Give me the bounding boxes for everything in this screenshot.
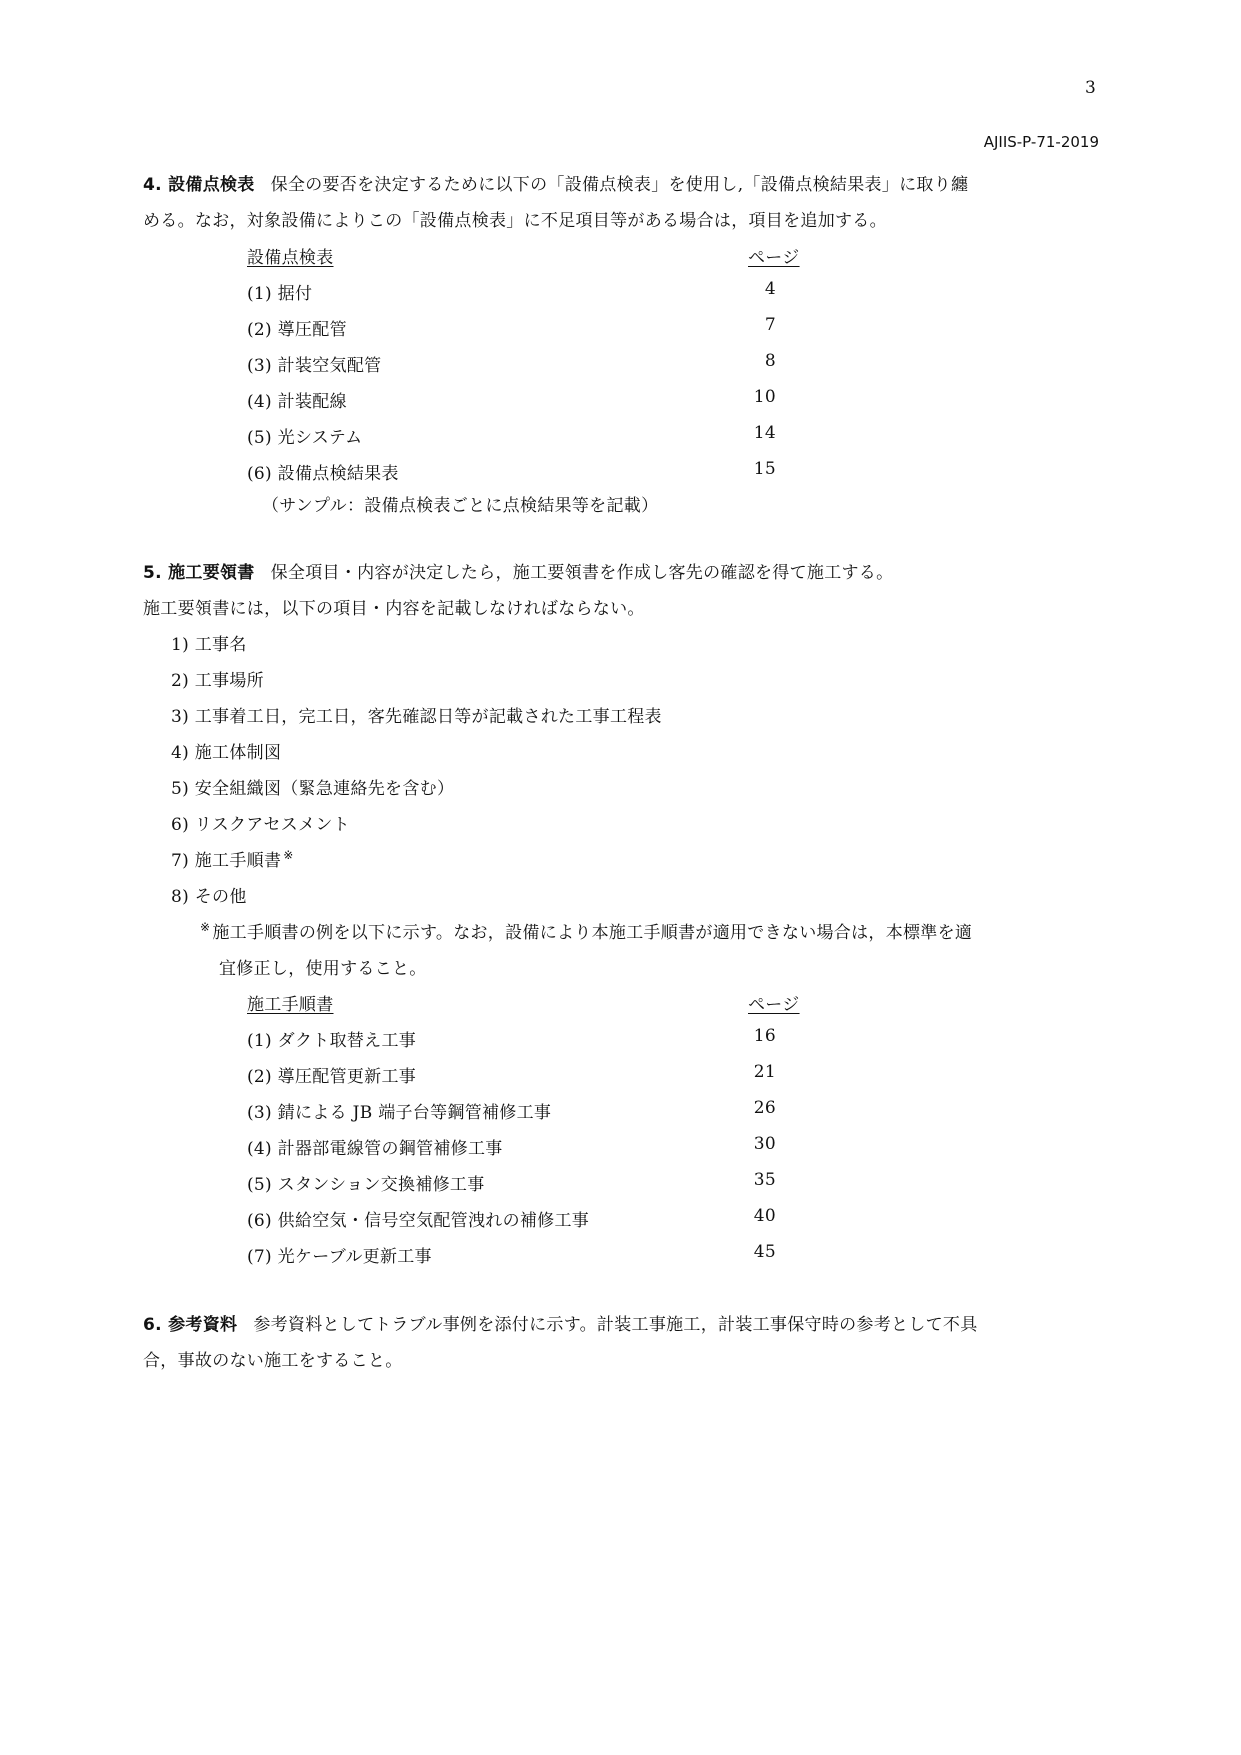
list-item (171, 846, 294, 871)
list-item: 6) リスクアセスメント (171, 815, 350, 835)
list-item-label: 7) 施工手順書 (171, 851, 282, 871)
section4-intro: 保全の要否を決定するために以下の「設備点検表」を使用し,「設備点検結果表」に取り纏 (270, 175, 969, 195)
section4-line2: める。なお，対象設備によりこの「設備点検表」に不足項目等がある場合は，項目を追加する。 (143, 211, 887, 231)
procedure-item-label: (3) 錆による JB 端子台等鋼管補修工事 (247, 1103, 552, 1123)
list-item: 4) 施工体制図 (171, 743, 282, 763)
procedure-page-header: ページ (748, 995, 800, 1015)
section6-heading: 6. 参考資料 (143, 1315, 238, 1335)
inspection-table-header: 設備点検表 (247, 248, 334, 268)
section5-line2: 施工要領書には，以下の項目・内容を記載しなければならない。 (143, 599, 645, 619)
list-item: 1) 工事名 (171, 635, 247, 655)
section6-line1 (143, 1310, 978, 1335)
section6-line2: 合，事故のない施工をすること。 (143, 1351, 403, 1371)
reference-mark: ※ (200, 920, 211, 935)
procedure-item-page: 21 (753, 1062, 776, 1082)
procedure-item-page: 40 (753, 1206, 776, 1226)
list-item: 5) 安全組織図（緊急連絡先を含む） (171, 779, 455, 799)
section4-line1 (143, 170, 968, 195)
inspection-note: （サンプル：設備点検表ごとに点検結果等を記載） (262, 496, 659, 516)
page-number: 3 (1085, 78, 1096, 98)
section6-intro: 参考資料としてトラブル事例を添付に示す。計装工事施工，計装工事保守時の参考として不具 (253, 1315, 978, 1335)
procedure-item-label: (7) 光ケーブル更新工事 (247, 1247, 432, 1267)
list-item: 3) 工事着工日，完工日，客先確認日等が記載された工事工程表 (171, 707, 662, 727)
list-item: 8) その他 (171, 887, 247, 907)
procedure-item-label: (1) ダクト取替え工事 (247, 1031, 417, 1051)
inspection-item-page: 14 (753, 423, 776, 443)
inspection-page-header: ページ (748, 248, 800, 268)
list-item: 2) 工事場所 (171, 671, 264, 691)
procedure-item-page: 16 (753, 1026, 776, 1046)
procedure-item-label: (5) スタンション交換補修工事 (247, 1175, 485, 1195)
procedure-note-line1 (200, 918, 972, 943)
inspection-item-label: (2) 導圧配管 (247, 320, 347, 340)
inspection-item-label: (1) 据付 (247, 284, 313, 304)
inspection-item-page: 10 (753, 387, 776, 407)
inspection-item-label: (3) 計装空気配管 (247, 356, 382, 376)
inspection-item-page: 4 (764, 279, 776, 299)
inspection-item-label: (4) 計装配線 (247, 392, 347, 412)
inspection-item-label: (5) 光システム (247, 428, 363, 448)
procedure-item-page: 35 (753, 1170, 776, 1190)
inspection-item-page: 8 (764, 351, 776, 371)
inspection-item-page: 7 (764, 315, 776, 335)
procedure-item-page: 26 (753, 1098, 776, 1118)
procedure-note-text: 施工手順書の例を以下に示す。なお，設備により本施工手順書が適用できない場合は，本標準を適 (212, 923, 973, 943)
inspection-item-label: (6) 設備点検結果表 (247, 464, 399, 484)
document-code: AJIIS-P-71-2019 (983, 133, 1099, 151)
procedure-item-page: 30 (753, 1134, 776, 1154)
section5-intro: 保全項目・内容が決定したら，施工要領書を作成し客先の確認を得て施工する。 (270, 563, 894, 583)
inspection-item-page: 15 (753, 459, 776, 479)
procedure-item-page: 45 (753, 1242, 776, 1262)
procedure-item-label: (4) 計器部電線管の鋼管補修工事 (247, 1139, 503, 1159)
section4-heading: 4. 設備点検表 (143, 175, 255, 195)
procedure-item-label: (6) 供給空気・信号空気配管洩れの補修工事 (247, 1211, 590, 1231)
section5-heading: 5. 施工要領書 (143, 563, 255, 583)
reference-mark: ※ (283, 848, 294, 863)
section5-line1 (143, 558, 893, 583)
procedure-table-header: 施工手順書 (247, 995, 334, 1015)
procedure-note-line2: 宜修正し，使用すること。 (219, 959, 427, 979)
procedure-item-label: (2) 導圧配管更新工事 (247, 1067, 417, 1087)
